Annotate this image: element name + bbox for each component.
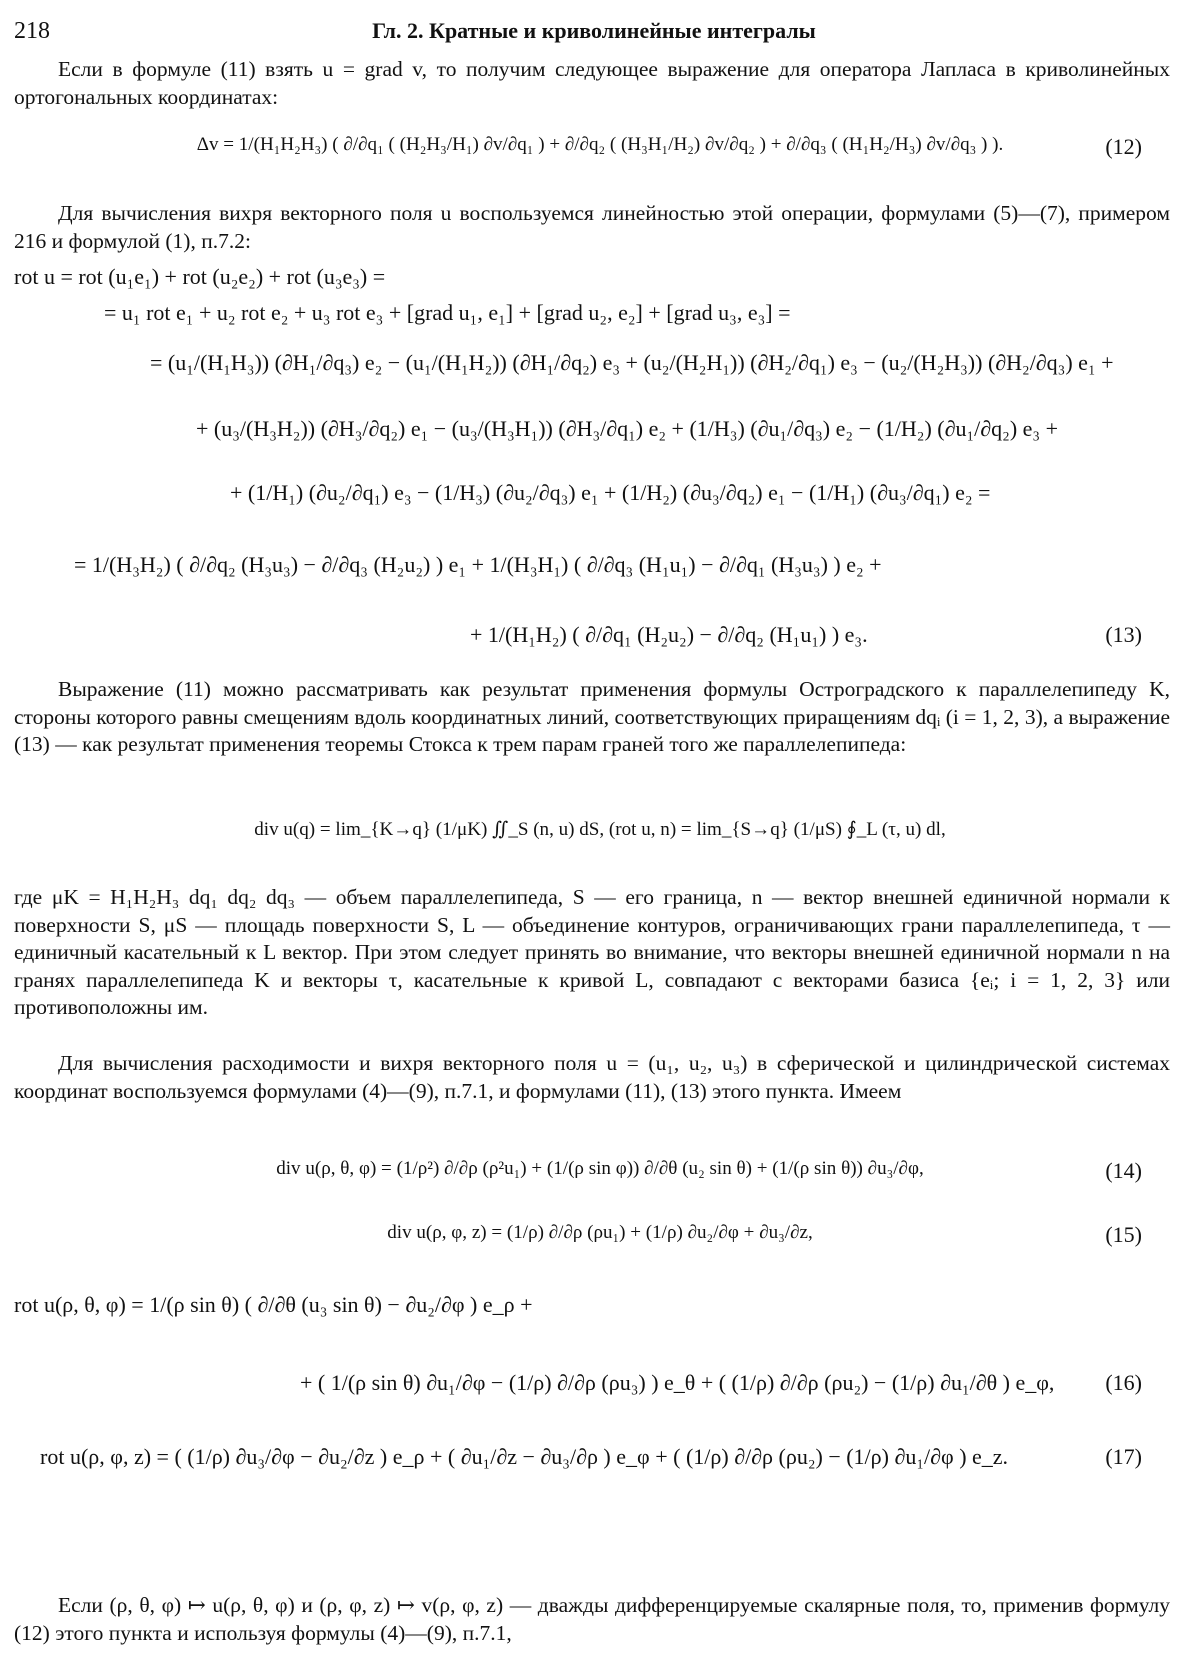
equation-13-number: (13) <box>1105 622 1142 647</box>
equation-17-number: (17) <box>1105 1444 1142 1469</box>
equation-14-number: (14) <box>1105 1158 1142 1183</box>
equation-13-line-2: = u₁ rot e₁ + u₂ rot e₂ + u₃ rot e₃ + [grad u₁, e₁] + [grad u₂, e₂] + [grad u₃, e₃] = <box>104 300 791 325</box>
equation-16-line-2: + ( 1/(ρ sin θ) ∂u₁/∂φ − (1/ρ) ∂/∂ρ (ρu₃) ) e_θ + ( (1/ρ) ∂/∂ρ (ρu₂) − (1/ρ) ∂u₁/∂θ ) e_φ, <box>300 1370 1055 1395</box>
page-number: 218 <box>14 18 50 44</box>
equation-12-number: (12) <box>1105 134 1142 159</box>
equation-12: Δv = 1/(H₁H₂H₃) ( ∂/∂q₁ ( (H₂H₃/H₁) ∂v/∂q₁ ) + ∂/∂q₂ ( (H₃H₁/H₂) ∂v/∂q₂ ) + ∂/∂q₃ ( (H₁H₂/H₃) ∂v/∂q₃ ) ). <box>196 134 1004 155</box>
equation-17: rot u(ρ, φ, z) = ( (1/ρ) ∂u₃/∂φ − ∂u₂/∂z ) e_ρ + ( ∂u₁/∂z − ∂u₃/∂ρ ) e_φ + ( (1/ρ) ∂/∂ρ (ρu₂) − (1/ρ) ∂u₁/∂φ ) e_z. <box>40 1444 1009 1469</box>
equation-limits: div u(q) = lim_{K→q} (1/μK) ∬_S (n, u) dS, (rot u, n) = lim_{S→q} (1/μS) ∮_L (τ, u) dl, <box>254 819 946 840</box>
equation-14: div u(ρ, θ, φ) = (1/ρ²) ∂/∂ρ (ρ²u₁) + (1/(ρ sin φ)) ∂/∂θ (u₂ sin θ) + (1/(ρ sin θ)) ∂u₃/∂φ, <box>276 1158 924 1179</box>
paragraph-definitions: где μK = H₁H₂H₃ dq₁ dq₂ dq₃ — объем параллелепипеда, S — его граница, n — вектор внешней единичной нормали к поверхности S, μS — площадь поверхности S, L — объединение контуров, ограничивающих грани параллелепипеда, τ — единичный касательный к L вектор. При этом следует принять во внимание, что векторы внешней единичной нормали n на гранях параллелепипеда K и векторы τ, касательные к кривой L, совпадают с векторами базиса {eᵢ; i = 1, 2, 3} или противоположны им. <box>14 885 1170 1019</box>
page-header <box>14 18 1174 52</box>
paragraph-ostrogradsky-stokes: Выражение (11) можно рассматривать как результат применения формулы Остроградского к параллелепипеду K, стороны которого равны смещениям вдоль координатных линий, соответствующих приращениям dqᵢ (i = 1, 2, 3), а выражение (13) — как результат применения теоремы Стокса к трем парам граней того же параллелепипеда: <box>14 677 1170 756</box>
equation-13-line-7: + 1/(H₁H₂) ( ∂/∂q₁ (H₂u₂) − ∂/∂q₂ (H₁u₁) ) e₃. <box>470 622 868 647</box>
paragraph-curl-intro: Для вычисления вихря векторного поля u воспользуемся линейностью этой операции, формулами (5)—(7), примером 216 и формулой (1), п.7.2: <box>14 201 1170 253</box>
paragraph-scalar-fields: Если (ρ, θ, φ) ↦ u(ρ, θ, φ) и (ρ, φ, z) ↦ v(ρ, φ, z) — дважды дифференцируемые скалярные поля, то, применив формулу (12) этого пункта и используя формулы (4)—(9), п.7.1, <box>14 1593 1170 1645</box>
paragraph-spherical-cylindrical: Для вычисления расходимости и вихря векторного поля u = (u₁, u₂, u₃) в сферической и цилиндрической системах координат воспользуемся формулами (4)—(9), п.7.1, и формулами (11), (13) этого пункта. Имеем <box>14 1051 1170 1103</box>
paragraph-laplace-intro: Если в формуле (11) взять u = grad v, то получим следующее выражение для оператора Лапласа в криволинейных ортогональных координатах: <box>14 57 1170 109</box>
equation-13-line-5: + (1/H₁) (∂u₂/∂q₁) e₃ − (1/H₃) (∂u₂/∂q₃) e₁ + (1/H₂) (∂u₃/∂q₂) e₁ − (1/H₁) (∂u₃/∂q₁) e₂ = <box>230 480 991 505</box>
equation-13-line-1: rot u = rot (u₁e₁) + rot (u₂e₂) + rot (u₃e₃) = <box>14 264 386 289</box>
equation-16-line-1: rot u(ρ, θ, φ) = 1/(ρ sin θ) ( ∂/∂θ (u₃ sin θ) − ∂u₂/∂φ ) e_ρ + <box>14 1292 533 1317</box>
equation-13-line-6: = 1/(H₃H₂) ( ∂/∂q₂ (H₃u₃) − ∂/∂q₃ (H₂u₂) ) e₁ + 1/(H₃H₁) ( ∂/∂q₃ (H₁u₁) − ∂/∂q₁ (H₃u₃) ) e₂ + <box>74 552 882 577</box>
chapter-title: Гл. 2. Кратные и криволинейные интегралы <box>372 18 816 43</box>
equation-13-line-3: = (u₁/(H₁H₃)) (∂H₁/∂q₃) e₂ − (u₁/(H₁H₂)) (∂H₁/∂q₂) e₃ + (u₂/(H₂H₁)) (∂H₂/∂q₁) e₃ − (u₂/(H₂H₃)) (∂H₂/∂q₃) e₁ + <box>150 350 1114 375</box>
equation-13-line-4: + (u₃/(H₃H₂)) (∂H₃/∂q₂) e₁ − (u₃/(H₃H₁)) (∂H₃/∂q₁) e₂ + (1/H₃) (∂u₁/∂q₃) e₂ − (1/H₂) (∂u₁/∂q₂) e₃ + <box>196 416 1058 441</box>
equation-16-number: (16) <box>1105 1370 1142 1395</box>
equation-15-number: (15) <box>1105 1222 1142 1247</box>
equation-15: div u(ρ, φ, z) = (1/ρ) ∂/∂ρ (ρu₁) + (1/ρ) ∂u₂/∂φ + ∂u₃/∂z, <box>387 1222 813 1243</box>
